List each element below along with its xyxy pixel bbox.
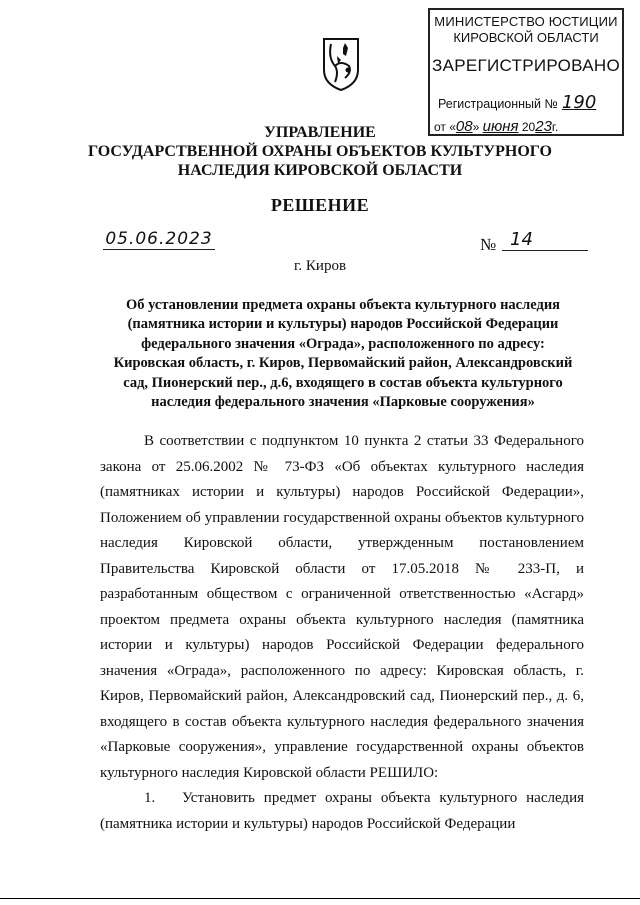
agency-title-line3: НАСЛЕДИЯ КИРОВСКОЙ ОБЛАСТИ bbox=[177, 162, 463, 179]
stamp-date-year-suffix: 23 bbox=[535, 118, 552, 135]
body-item-1: 1. Установить предмет охраны объекта культурного наследия (памятника истории и культуры) народов Российской Федерации bbox=[100, 790, 584, 832]
stamp-ministry-line1: МИНИСТЕРСТВО ЮСТИЦИИ bbox=[434, 14, 618, 29]
stamp-date-prefix: от « bbox=[434, 120, 456, 134]
registration-stamp bbox=[428, 8, 624, 136]
document-date: 05.06.2023 bbox=[103, 229, 215, 250]
document-title: Об установлении предмета охраны объекта культурного наследия (памятника истории и культуры) народов Российской Федерации федерального значения «Ограда», расположенного по адресу: Кировская область, г. Киров, Первомайский район, Александровский сад, Пионерский пер., д.6, входящего в состав объекта культурного наследия федерального значения «Парковые сооружения» bbox=[113, 297, 573, 411]
stamp-reg-label: Регистрационный № bbox=[438, 97, 558, 111]
document-number: 14 bbox=[502, 229, 588, 251]
stamp-registration-number bbox=[438, 92, 622, 113]
stamp-date-mid: » bbox=[472, 120, 480, 134]
document-body bbox=[100, 429, 584, 837]
stamp-ministry-line2: КИРОВСКОЙ ОБЛАСТИ bbox=[453, 30, 599, 45]
stamp-date-day: 08 bbox=[455, 118, 473, 135]
coat-of-arms-icon bbox=[321, 36, 361, 92]
stamp-date-month: июня bbox=[482, 118, 519, 135]
stamp-registered: ЗАРЕГИСТРИРОВАНО bbox=[432, 56, 620, 75]
document-city: г. Киров bbox=[293, 258, 347, 274]
body-paragraph: В соответствии с подпунктом 10 пункта 2 статьи 33 Федерального закона от 25.06.2002 № 73-ФЗ «Об объектах культурного наследия (памятниках истории и культуры) народов Российской Федерации», Положением об управлении государственной охраны объектов культурного наследия Кировской области, утвержденным постановлением Правительства Кировской области от 17.05.2018 № 233-П, и разработанным обществом с ограниченной ответственностью «Асгард» проектом предмета охраны объекта культурного наследия (памятника истории и культуры) народов Российской Федерации федерального значения «Ограда», расположенного по адресу: Кировская область, г. Киров, Первомайский район, Александровский сад, Пионерский пер., д. 6, входящего в состав объекта культурного наследия федерального значения «Парковые сооружения», управление государственной охраны объектов культурного наследия Кировской области РЕШИЛО: bbox=[100, 433, 584, 781]
agency-title-line2: ГОСУДАРСТВЕННОЙ ОХРАНЫ ОБЪЕКТОВ КУЛЬТУРНОГО bbox=[88, 143, 552, 160]
document-type: РЕШЕНИЕ bbox=[270, 195, 370, 215]
stamp-reg-number: 190 bbox=[561, 92, 597, 113]
page-bottom-rule bbox=[0, 898, 640, 899]
stamp-date-year-prefix: 20 bbox=[521, 120, 536, 134]
document-number-label: № bbox=[480, 235, 497, 254]
agency-title-line1: УПРАВЛЕНИЕ bbox=[264, 124, 376, 141]
stamp-date-suffix: г. bbox=[551, 120, 559, 134]
